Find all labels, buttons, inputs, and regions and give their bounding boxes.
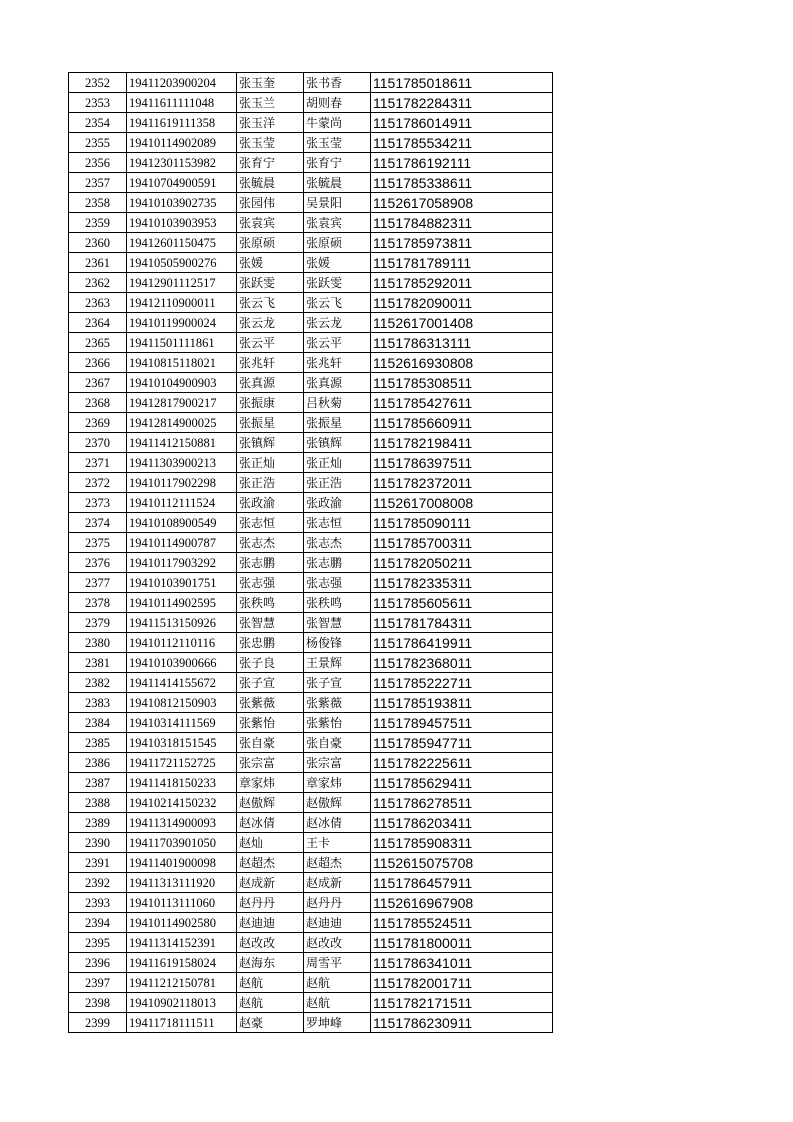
table-row — [69, 493, 553, 513]
payee-name-cell: 张智慧 — [304, 613, 371, 633]
payee-name-cell: 张正浩 — [304, 473, 371, 493]
id-number-cell: 19411314152391 — [127, 933, 237, 953]
account-number-cell: 1151786397511 — [371, 453, 553, 473]
account-number-cell: 1151785973811 — [371, 233, 553, 253]
payee-name-cell: 张志杰 — [304, 533, 371, 553]
account-number-cell: 1151785090111 — [371, 513, 553, 533]
id-number-cell: 19410114900787 — [127, 533, 237, 553]
payee-name-cell: 吴景阳 — [304, 193, 371, 213]
account-number-cell: 1151786278511 — [371, 793, 553, 813]
table-body — [69, 73, 553, 1033]
table-row — [69, 573, 553, 593]
row-number-cell: 2369 — [69, 413, 127, 433]
payee-name-cell: 张云龙 — [304, 313, 371, 333]
name-cell: 张正灿 — [237, 453, 304, 473]
payee-name-cell: 张袁宾 — [304, 213, 371, 233]
payee-name-cell: 张正灿 — [304, 453, 371, 473]
id-number-cell: 19410103900666 — [127, 653, 237, 673]
id-number-cell: 19410108900549 — [127, 513, 237, 533]
name-cell: 张兆轩 — [237, 353, 304, 373]
row-number-cell: 2381 — [69, 653, 127, 673]
payee-name-cell: 张政渝 — [304, 493, 371, 513]
account-number-cell: 1151785660911 — [371, 413, 553, 433]
table-row — [69, 373, 553, 393]
id-number-cell: 19412601150475 — [127, 233, 237, 253]
account-number-cell: 1151782171511 — [371, 993, 553, 1013]
name-cell: 张玉奎 — [237, 73, 304, 93]
row-number-cell: 2374 — [69, 513, 127, 533]
payee-name-cell: 牛蒙尚 — [304, 113, 371, 133]
account-number-cell: 1151786192111 — [371, 153, 553, 173]
id-number-cell: 19410112111524 — [127, 493, 237, 513]
name-cell: 赵航 — [237, 973, 304, 993]
id-number-cell: 19411203900204 — [127, 73, 237, 93]
name-cell: 张子宣 — [237, 673, 304, 693]
payee-name-cell: 张镇辉 — [304, 433, 371, 453]
table-row — [69, 93, 553, 113]
account-number-cell: 1152615075708 — [371, 853, 553, 873]
payee-name-cell: 胡则春 — [304, 93, 371, 113]
payee-name-cell: 赵成新 — [304, 873, 371, 893]
id-number-cell: 19410103901751 — [127, 573, 237, 593]
id-number-cell: 19410114902595 — [127, 593, 237, 613]
table-row — [69, 773, 553, 793]
row-number-cell: 2373 — [69, 493, 127, 513]
payee-name-cell: 张子宣 — [304, 673, 371, 693]
payee-name-cell: 赵航 — [304, 993, 371, 1013]
account-number-cell: 1151785524511 — [371, 913, 553, 933]
account-number-cell: 1151789457511 — [371, 713, 553, 733]
payee-name-cell: 张宗富 — [304, 753, 371, 773]
payee-name-cell: 张云平 — [304, 333, 371, 353]
id-number-cell: 19411414155672 — [127, 673, 237, 693]
row-number-cell: 2376 — [69, 553, 127, 573]
account-number-cell: 1152617058908 — [371, 193, 553, 213]
name-cell: 张振星 — [237, 413, 304, 433]
name-cell: 张紫怡 — [237, 713, 304, 733]
id-number-cell: 19411412150881 — [127, 433, 237, 453]
account-number-cell: 1151785018611 — [371, 73, 553, 93]
payee-name-cell: 张志强 — [304, 573, 371, 593]
name-cell: 张玉洋 — [237, 113, 304, 133]
payee-name-cell: 赵冰倩 — [304, 813, 371, 833]
row-number-cell: 2365 — [69, 333, 127, 353]
account-number-cell: 1151786230911 — [371, 1013, 553, 1033]
account-number-cell: 1151785427611 — [371, 393, 553, 413]
row-number-cell: 2388 — [69, 793, 127, 813]
name-cell: 张志强 — [237, 573, 304, 593]
account-number-cell: 1151786419911 — [371, 633, 553, 653]
id-number-cell: 19410214150232 — [127, 793, 237, 813]
table-row — [69, 973, 553, 993]
table-row — [69, 753, 553, 773]
table-row — [69, 733, 553, 753]
table-row — [69, 413, 553, 433]
row-number-cell: 2371 — [69, 453, 127, 473]
payee-name-cell: 王景辉 — [304, 653, 371, 673]
table-row — [69, 913, 553, 933]
row-number-cell: 2370 — [69, 433, 127, 453]
account-number-cell: 1151785222711 — [371, 673, 553, 693]
account-number-cell: 1151785308511 — [371, 373, 553, 393]
table-row — [69, 593, 553, 613]
id-number-cell: 19411619158024 — [127, 953, 237, 973]
id-number-cell: 19410114902580 — [127, 913, 237, 933]
table-row — [69, 673, 553, 693]
payee-name-cell: 赵迪迪 — [304, 913, 371, 933]
name-cell: 赵丹丹 — [237, 893, 304, 913]
name-cell: 张袁宾 — [237, 213, 304, 233]
row-number-cell: 2377 — [69, 573, 127, 593]
id-number-cell: 19412110900011 — [127, 293, 237, 313]
id-number-cell: 19410114902089 — [127, 133, 237, 153]
account-number-cell: 1152617001408 — [371, 313, 553, 333]
id-number-cell: 19410113111060 — [127, 893, 237, 913]
row-number-cell: 2393 — [69, 893, 127, 913]
row-number-cell: 2367 — [69, 373, 127, 393]
payee-name-cell: 张云飞 — [304, 293, 371, 313]
payee-name-cell: 赵航 — [304, 973, 371, 993]
name-cell: 张忠鹏 — [237, 633, 304, 653]
account-number-cell: 1151785534211 — [371, 133, 553, 153]
table-row — [69, 533, 553, 553]
id-number-cell: 19411721152725 — [127, 753, 237, 773]
row-number-cell: 2385 — [69, 733, 127, 753]
name-cell: 张秩鸣 — [237, 593, 304, 613]
account-number-cell: 1151786014911 — [371, 113, 553, 133]
table-row — [69, 813, 553, 833]
data-table — [68, 72, 553, 1033]
table-row — [69, 253, 553, 273]
name-cell: 张志鹏 — [237, 553, 304, 573]
table-row — [69, 693, 553, 713]
table-row — [69, 633, 553, 653]
id-number-cell: 19411718111511 — [127, 1013, 237, 1033]
payee-name-cell: 张志恒 — [304, 513, 371, 533]
id-number-cell: 19410103903953 — [127, 213, 237, 233]
id-number-cell: 19412301153982 — [127, 153, 237, 173]
account-number-cell: 1152617008008 — [371, 493, 553, 513]
row-number-cell: 2387 — [69, 773, 127, 793]
table-row — [69, 953, 553, 973]
payee-name-cell: 张玉莹 — [304, 133, 371, 153]
row-number-cell: 2372 — [69, 473, 127, 493]
payee-name-cell: 吕秋菊 — [304, 393, 371, 413]
row-number-cell: 2382 — [69, 673, 127, 693]
name-cell: 张镇辉 — [237, 433, 304, 453]
name-cell: 赵改改 — [237, 933, 304, 953]
row-number-cell: 2360 — [69, 233, 127, 253]
account-number-cell: 1151781789111 — [371, 253, 553, 273]
payee-name-cell: 张书香 — [304, 73, 371, 93]
id-number-cell: 19410104900903 — [127, 373, 237, 393]
name-cell: 张智慧 — [237, 613, 304, 633]
row-number-cell: 2364 — [69, 313, 127, 333]
payee-name-cell: 周雪平 — [304, 953, 371, 973]
id-number-cell: 19410902118013 — [127, 993, 237, 1013]
row-number-cell: 2389 — [69, 813, 127, 833]
payee-name-cell: 张原硕 — [304, 233, 371, 253]
id-number-cell: 19412814900025 — [127, 413, 237, 433]
account-number-cell: 1151782368011 — [371, 653, 553, 673]
table-row — [69, 233, 553, 253]
table-row — [69, 553, 553, 573]
name-cell: 赵成新 — [237, 873, 304, 893]
account-number-cell: 1151785947711 — [371, 733, 553, 753]
account-number-cell: 1151781800011 — [371, 933, 553, 953]
payee-name-cell: 罗坤峰 — [304, 1013, 371, 1033]
name-cell: 张育宁 — [237, 153, 304, 173]
row-number-cell: 2375 — [69, 533, 127, 553]
name-cell: 张志杰 — [237, 533, 304, 553]
id-number-cell: 19411513150926 — [127, 613, 237, 633]
row-number-cell: 2378 — [69, 593, 127, 613]
id-number-cell: 19411313111920 — [127, 873, 237, 893]
account-number-cell: 1151785700311 — [371, 533, 553, 553]
table-row — [69, 613, 553, 633]
id-number-cell: 19410314111569 — [127, 713, 237, 733]
table-row — [69, 1013, 553, 1033]
account-number-cell: 1151782090011 — [371, 293, 553, 313]
row-number-cell: 2352 — [69, 73, 127, 93]
account-number-cell: 1152616967908 — [371, 893, 553, 913]
id-number-cell: 19412817900217 — [127, 393, 237, 413]
table-row — [69, 993, 553, 1013]
account-number-cell: 1151785605611 — [371, 593, 553, 613]
table-row — [69, 853, 553, 873]
name-cell: 张跃雯 — [237, 273, 304, 293]
account-number-cell: 1151786457911 — [371, 873, 553, 893]
row-number-cell: 2395 — [69, 933, 127, 953]
table-row — [69, 333, 553, 353]
account-number-cell: 1151782050211 — [371, 553, 553, 573]
id-number-cell: 19411418150233 — [127, 773, 237, 793]
row-number-cell: 2383 — [69, 693, 127, 713]
account-number-cell: 1151785629411 — [371, 773, 553, 793]
table-row — [69, 473, 553, 493]
id-number-cell: 19410119900024 — [127, 313, 237, 333]
table-row — [69, 453, 553, 473]
payee-name-cell: 赵傲辉 — [304, 793, 371, 813]
payee-name-cell: 章家炜 — [304, 773, 371, 793]
table-row — [69, 133, 553, 153]
table-row — [69, 873, 553, 893]
payee-name-cell: 张振星 — [304, 413, 371, 433]
row-number-cell: 2398 — [69, 993, 127, 1013]
name-cell: 赵航 — [237, 993, 304, 1013]
table-row — [69, 313, 553, 333]
name-cell: 赵迪迪 — [237, 913, 304, 933]
table-row — [69, 193, 553, 213]
payee-name-cell: 张紫怡 — [304, 713, 371, 733]
table-row — [69, 933, 553, 953]
row-number-cell: 2379 — [69, 613, 127, 633]
payee-name-cell: 张志鹏 — [304, 553, 371, 573]
id-number-cell: 19411703901050 — [127, 833, 237, 853]
account-number-cell: 1151782198411 — [371, 433, 553, 453]
row-number-cell: 2354 — [69, 113, 127, 133]
account-number-cell: 1151784882311 — [371, 213, 553, 233]
payee-name-cell: 赵丹丹 — [304, 893, 371, 913]
name-cell: 张子良 — [237, 653, 304, 673]
id-number-cell: 19410117902298 — [127, 473, 237, 493]
name-cell: 张云飞 — [237, 293, 304, 313]
row-number-cell: 2384 — [69, 713, 127, 733]
payee-name-cell: 张紫薇 — [304, 693, 371, 713]
name-cell: 章家炜 — [237, 773, 304, 793]
name-cell: 张原硕 — [237, 233, 304, 253]
id-number-cell: 19411619111358 — [127, 113, 237, 133]
payee-name-cell: 赵超杰 — [304, 853, 371, 873]
id-number-cell: 19411401900098 — [127, 853, 237, 873]
name-cell: 张正浩 — [237, 473, 304, 493]
table-row — [69, 113, 553, 133]
payee-name-cell: 杨俊锋 — [304, 633, 371, 653]
account-number-cell: 1151782335311 — [371, 573, 553, 593]
table-row — [69, 353, 553, 373]
id-number-cell: 19410117903292 — [127, 553, 237, 573]
row-number-cell: 2399 — [69, 1013, 127, 1033]
name-cell: 张玉莹 — [237, 133, 304, 153]
row-number-cell: 2386 — [69, 753, 127, 773]
account-number-cell: 1151786313111 — [371, 333, 553, 353]
row-number-cell: 2363 — [69, 293, 127, 313]
row-number-cell: 2357 — [69, 173, 127, 193]
id-number-cell: 19410704900591 — [127, 173, 237, 193]
table-row — [69, 513, 553, 533]
name-cell: 张志恒 — [237, 513, 304, 533]
name-cell: 赵豪 — [237, 1013, 304, 1033]
account-number-cell: 1151785908311 — [371, 833, 553, 853]
row-number-cell: 2397 — [69, 973, 127, 993]
table-row — [69, 793, 553, 813]
table-row — [69, 433, 553, 453]
name-cell: 张振康 — [237, 393, 304, 413]
id-number-cell: 19411501111861 — [127, 333, 237, 353]
row-number-cell: 2359 — [69, 213, 127, 233]
row-number-cell: 2356 — [69, 153, 127, 173]
account-number-cell: 1151781784311 — [371, 613, 553, 633]
id-number-cell: 19410812150903 — [127, 693, 237, 713]
payee-name-cell: 赵改改 — [304, 933, 371, 953]
id-number-cell: 19410505900276 — [127, 253, 237, 273]
name-cell: 赵超杰 — [237, 853, 304, 873]
name-cell: 赵灿 — [237, 833, 304, 853]
name-cell: 张自豪 — [237, 733, 304, 753]
row-number-cell: 2366 — [69, 353, 127, 373]
row-number-cell: 2355 — [69, 133, 127, 153]
table-row — [69, 293, 553, 313]
payee-name-cell: 王卡 — [304, 833, 371, 853]
payee-name-cell: 张媛 — [304, 253, 371, 273]
account-number-cell: 1151785193811 — [371, 693, 553, 713]
payee-name-cell: 张真源 — [304, 373, 371, 393]
table-row — [69, 153, 553, 173]
table-row — [69, 173, 553, 193]
payee-name-cell: 张兆轩 — [304, 353, 371, 373]
id-number-cell: 19412901112517 — [127, 273, 237, 293]
table-row — [69, 653, 553, 673]
name-cell: 张紫薇 — [237, 693, 304, 713]
account-number-cell: 1151785338611 — [371, 173, 553, 193]
table-row — [69, 893, 553, 913]
id-number-cell: 19410112110116 — [127, 633, 237, 653]
name-cell: 张宗富 — [237, 753, 304, 773]
account-number-cell: 1151782225611 — [371, 753, 553, 773]
name-cell: 张云平 — [237, 333, 304, 353]
id-number-cell: 19411611111048 — [127, 93, 237, 113]
row-number-cell: 2396 — [69, 953, 127, 973]
name-cell: 张政渝 — [237, 493, 304, 513]
account-number-cell: 1151782284311 — [371, 93, 553, 113]
row-number-cell: 2390 — [69, 833, 127, 853]
account-number-cell: 1151785292011 — [371, 273, 553, 293]
payee-name-cell: 张自豪 — [304, 733, 371, 753]
name-cell: 赵冰倩 — [237, 813, 304, 833]
payee-name-cell: 张秩鸣 — [304, 593, 371, 613]
row-number-cell: 2394 — [69, 913, 127, 933]
row-number-cell: 2353 — [69, 93, 127, 113]
table-row — [69, 73, 553, 93]
name-cell: 张云龙 — [237, 313, 304, 333]
payee-name-cell: 张跃雯 — [304, 273, 371, 293]
id-number-cell: 19410103902735 — [127, 193, 237, 213]
id-number-cell: 19410815118021 — [127, 353, 237, 373]
row-number-cell: 2380 — [69, 633, 127, 653]
name-cell: 张园伟 — [237, 193, 304, 213]
row-number-cell: 2358 — [69, 193, 127, 213]
payee-name-cell: 张育宁 — [304, 153, 371, 173]
account-number-cell: 1151786203411 — [371, 813, 553, 833]
row-number-cell: 2361 — [69, 253, 127, 273]
row-number-cell: 2368 — [69, 393, 127, 413]
id-number-cell: 19411303900213 — [127, 453, 237, 473]
account-number-cell: 1151782001711 — [371, 973, 553, 993]
row-number-cell: 2391 — [69, 853, 127, 873]
name-cell: 赵海东 — [237, 953, 304, 973]
row-number-cell: 2392 — [69, 873, 127, 893]
name-cell: 张玉兰 — [237, 93, 304, 113]
account-number-cell: 1151786341011 — [371, 953, 553, 973]
name-cell: 赵傲辉 — [237, 793, 304, 813]
id-number-cell: 19411314900093 — [127, 813, 237, 833]
table-row — [69, 713, 553, 733]
table-row — [69, 213, 553, 233]
table-row — [69, 393, 553, 413]
table-row — [69, 273, 553, 293]
name-cell: 张真源 — [237, 373, 304, 393]
account-number-cell: 1151782372011 — [371, 473, 553, 493]
account-number-cell: 1152616930808 — [371, 353, 553, 373]
id-number-cell: 19410318151545 — [127, 733, 237, 753]
name-cell: 张媛 — [237, 253, 304, 273]
name-cell: 张毓晨 — [237, 173, 304, 193]
payee-name-cell: 张毓晨 — [304, 173, 371, 193]
row-number-cell: 2362 — [69, 273, 127, 293]
id-number-cell: 19411212150781 — [127, 973, 237, 993]
table-row — [69, 833, 553, 853]
